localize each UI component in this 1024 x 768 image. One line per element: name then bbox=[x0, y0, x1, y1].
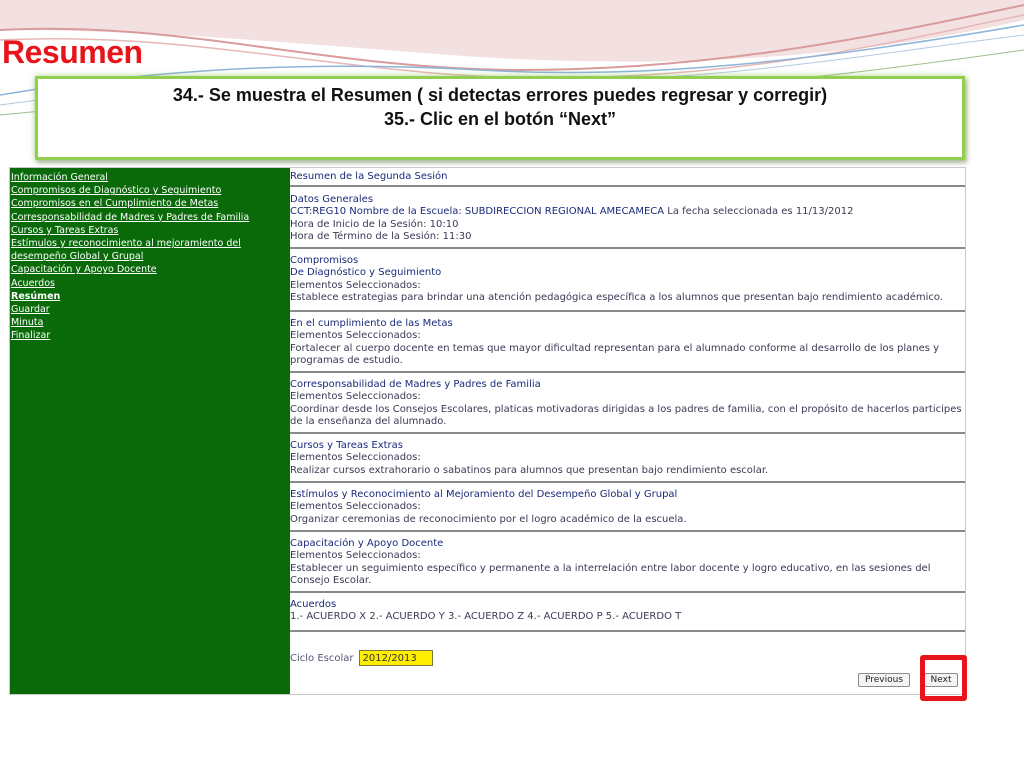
sidebar-item-finalizar[interactable]: Finalizar bbox=[11, 330, 51, 342]
section-heading: Compromisos bbox=[290, 255, 359, 266]
corresponsabilidad-section bbox=[290, 376, 965, 434]
acuerdos-section bbox=[290, 596, 965, 632]
sidebar-item-capacitacion[interactable]: Capacitación y Apoyo Docente bbox=[11, 264, 157, 276]
next-button[interactable]: Next bbox=[924, 673, 958, 687]
summary-title-row bbox=[290, 169, 965, 187]
diagnostico-section bbox=[290, 252, 965, 312]
sidebar-item-metas[interactable]: Compromisos en el Cumplimiento de Metas bbox=[11, 198, 219, 210]
section-text: Fortalecer al cuerpo docente en temas que mayor dificultad representan para el alumnado conforme al desarrollo de los planes y programas de estudio. bbox=[290, 342, 940, 367]
previous-button[interactable]: Previous bbox=[858, 673, 910, 687]
section-subheading: De Diagnóstico y Seguimiento bbox=[290, 267, 442, 279]
sidebar-item-cursos[interactable]: Cursos y Tareas Extras bbox=[11, 224, 119, 236]
sidebar-item-acuerdos[interactable]: Acuerdos bbox=[11, 277, 55, 289]
metas-section bbox=[290, 315, 965, 373]
sidebar-item-resumen[interactable]: Resúmen bbox=[11, 290, 61, 302]
section-heading: Corresponsabilidad de Madres y Padres de Familia bbox=[290, 379, 541, 390]
section-sub: Elementos Seleccionados: bbox=[290, 391, 421, 403]
section-text: 1.- ACUERDO X 2.- ACUERDO Y 3.- ACUERDO Z 4.- ACUERDO P 5.- ACUERDO T bbox=[290, 611, 682, 623]
section-text: Organizar ceremonias de reconocimiento por el logro académico de la escuela. bbox=[290, 513, 687, 525]
next-button-highlight bbox=[920, 655, 967, 701]
instruction-callout bbox=[35, 76, 965, 160]
datos-hora-termino: Hora de Término de la Sesión: 11:30 bbox=[290, 231, 472, 243]
slide-title: Resumen bbox=[2, 34, 143, 70]
cursos-section bbox=[290, 437, 965, 483]
sidebar-nav bbox=[10, 168, 290, 694]
ciclo-escolar-label: Ciclo Escolar bbox=[290, 652, 354, 664]
instruction-line-1: 34.- Se muestra el Resumen ( si detectas errores puedes regresar y corregir) bbox=[172, 85, 828, 105]
sidebar-item-informacion-general[interactable]: Información General bbox=[11, 172, 108, 183]
section-sub: Elementos Seleccionados: bbox=[290, 501, 421, 513]
section-text: Establece estrategias para brindar una atención pedagógica específica a los alumnos que presentan bajo rendimiento académico. bbox=[290, 292, 943, 304]
summary-title: Resumen de la Segunda Sesión bbox=[290, 171, 448, 182]
section-sub: Elementos Seleccionados: bbox=[290, 452, 421, 464]
datos-heading: Datos Generales bbox=[290, 194, 374, 205]
section-heading: Cursos y Tareas Extras bbox=[290, 440, 403, 451]
summary-panel bbox=[290, 168, 965, 694]
datos-hora-inicio: Hora de Inicio de la Sesión: 10:10 bbox=[290, 218, 459, 230]
section-heading: En el cumplimiento de las Metas bbox=[290, 318, 453, 329]
section-heading: Estímulos y Reconocimiento al Mejoramiento del Desempeño Global y Grupal bbox=[290, 489, 678, 500]
capacitacion-section bbox=[290, 535, 965, 593]
section-text: Realizar cursos extrahorario o sabatinos para alumnos que presentan bajo rendimiento escolar. bbox=[290, 464, 769, 476]
app-window bbox=[9, 167, 966, 695]
datos-generales-section bbox=[290, 191, 965, 249]
section-text: Coordinar desde los Consejos Escolares, platicas motivadoras dirigidas a los padres de familia, con el propósito de hacerlos participes de la enseñanza del alumnado. bbox=[290, 403, 962, 428]
datos-cct: CCT:REG10 Nombre de la Escuela: SUBDIRECCION REGIONAL AMECAMECA bbox=[290, 206, 665, 218]
sidebar-item-corresponsabilidad[interactable]: Corresponsabilidad de Madres y Padres de Familia bbox=[11, 211, 250, 223]
instruction-line-2: 35.- Clic en el botón “Next” bbox=[383, 109, 617, 129]
section-heading: Acuerdos bbox=[290, 599, 337, 610]
sidebar-item-guardar[interactable]: Guardar bbox=[11, 304, 50, 316]
ciclo-escolar-row bbox=[290, 648, 965, 668]
section-sub: Elementos Seleccionados: bbox=[290, 279, 421, 291]
section-heading: Capacitación y Apoyo Docente bbox=[290, 538, 444, 549]
sidebar-item-minuta[interactable]: Minuta bbox=[11, 317, 44, 329]
sidebar-item-diagnostico[interactable]: Compromisos de Diagnóstico y Seguimiento bbox=[11, 185, 222, 197]
section-sub: Elementos Seleccionados: bbox=[290, 330, 421, 342]
ciclo-escolar-input[interactable] bbox=[359, 650, 433, 666]
section-text: Establecer un seguimiento específico y permanente a la interrelación entre labor docente y logro educativo, en las sesiones del Consejo Escolar. bbox=[290, 562, 931, 587]
section-sub: Elementos Seleccionados: bbox=[290, 550, 421, 562]
estimulos-section bbox=[290, 486, 965, 532]
sidebar-item-estimulos[interactable]: Estímulos y reconocimiento al mejoramiento del desempeño Global y Grupal bbox=[11, 238, 241, 263]
datos-fecha: La fecha seleccionada es 11/13/2012 bbox=[667, 206, 854, 218]
